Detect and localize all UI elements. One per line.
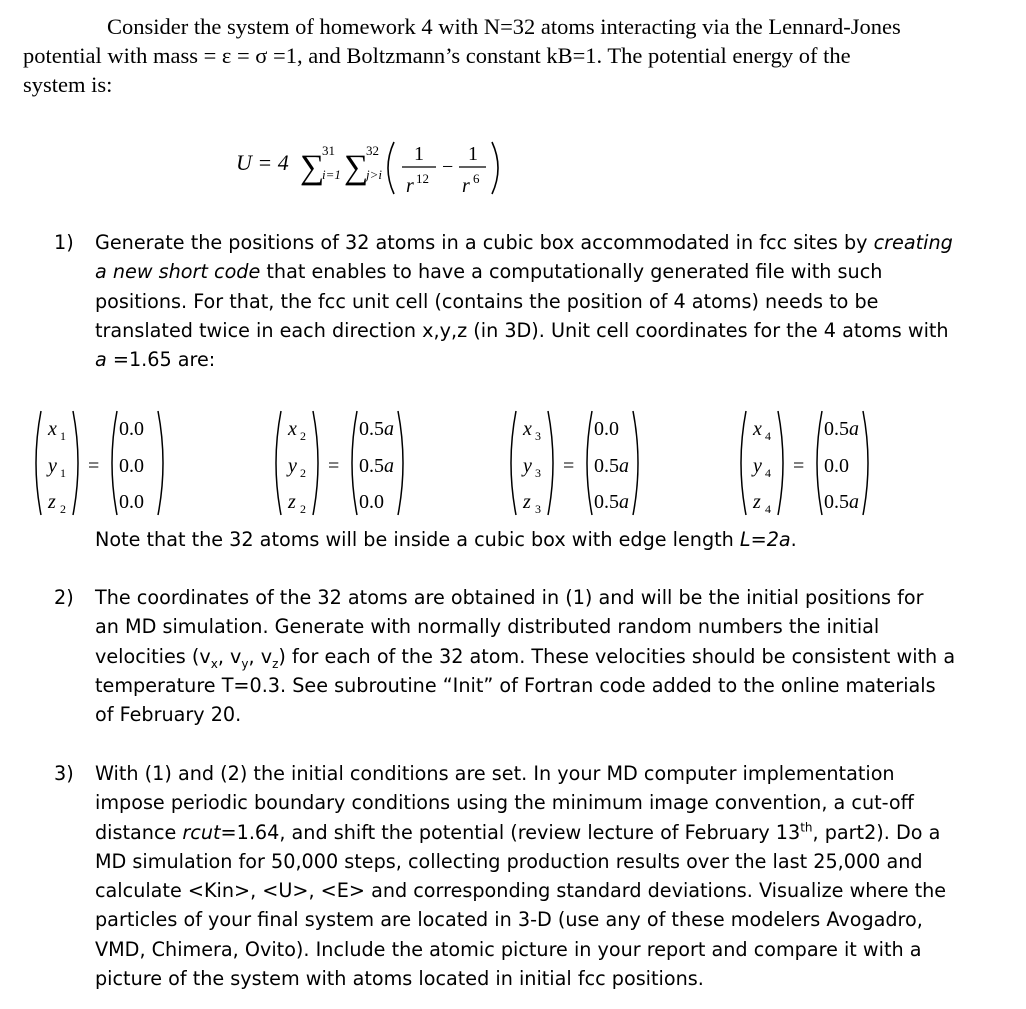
matrix-4-val-right-paren: [863, 411, 868, 515]
right-paren: [492, 142, 498, 194]
matrix-4-val-3: 0.5a: [824, 491, 859, 513]
eq-lhs: U = 4: [236, 150, 289, 175]
frac1-exponent: 12: [416, 171, 429, 186]
matrix-1-val-right-paren: [158, 411, 163, 515]
left-paren: [388, 142, 394, 194]
item-2-line-5: of February 20.: [95, 703, 242, 727]
matrix-4-val-1: 0.5a: [824, 418, 859, 440]
matrix-4-var-2: y: [753, 455, 762, 477]
matrix-3-val-2: 0.5a: [594, 455, 629, 477]
matrix-4-val-left-paren: [817, 411, 822, 515]
matrix-3-equals: =: [563, 455, 575, 477]
matrix-3-sub-3: 3: [535, 502, 541, 516]
item-1-line-3: positions. For that, the fcc unit cell (contains the position of 4 atoms) needs to be: [95, 289, 879, 313]
item-3-number: 3): [54, 762, 74, 785]
sum1-upper: 31: [322, 143, 335, 158]
matrix-4-sub-2: 4: [765, 466, 771, 480]
frac1-numerator: 1: [414, 143, 424, 165]
frac2-numerator: 1: [468, 143, 478, 165]
matrix-1-var-2: y: [48, 455, 57, 477]
item-3-line-1: With (1) and (2) the initial conditions are set. In your MD computer implementation: [95, 762, 895, 785]
matrix-2-val-1: 0.5a: [359, 418, 394, 440]
matrix-1-val-1: 0.0: [119, 418, 144, 440]
item-2-number: 2): [54, 586, 74, 609]
intro-line-1: Consider the system of homework 4 with N=32 atoms interacting via the Lennard-Jones: [107, 14, 901, 39]
matrix-3-val-1: 0.0: [594, 418, 619, 440]
matrix-4-var-right-paren: [778, 411, 783, 515]
matrix-4-var-3: z: [753, 491, 761, 513]
matrix-3-val-left-paren: [587, 411, 592, 515]
matrix-1-sub-1: 1: [60, 429, 66, 443]
matrix-1-var-left-paren: [36, 411, 41, 515]
matrix-1-var-right-paren: [73, 411, 78, 515]
matrix-3-var-1: x: [523, 418, 532, 440]
matrix-3-sub-1: 3: [535, 429, 541, 443]
matrix-2-val-2: 0.5a: [359, 455, 394, 477]
item-2-line-3: velocities ($v_x$, $v_y$, $v_z$) for each of the 32 atom. These velocities should be consistent with a: [95, 644, 956, 671]
matrix-1-val-left-paren: [112, 411, 117, 515]
sum2-upper: 32: [366, 143, 379, 158]
item-3-line-5: calculate <Kin>, <U>, <E> and corresponding standard deviations. Visualize where the: [95, 879, 947, 903]
sum-sign-1: ∑: [300, 149, 325, 186]
matrix-1-val-3: 0.0: [119, 491, 144, 513]
matrix-3-var-right-paren: [548, 411, 553, 515]
matrix-2-val-left-paren: [352, 411, 357, 515]
matrix-2-var-1: x: [288, 418, 297, 440]
item-3-line-2: impose periodic boundary conditions using the minimum image convention, a cut-off: [95, 791, 914, 815]
matrix-2-var-3: z: [288, 491, 296, 513]
matrix-2-equals: =: [328, 455, 340, 477]
item-3-line-3: distance rcut=1.64, and shift the potential (review lecture of February 13th, part2). Do a: [95, 820, 941, 844]
matrix-1-var-3: z: [48, 491, 56, 513]
matrix-3-var-left-paren: [511, 411, 516, 515]
matrix-1-val-2: 0.0: [119, 455, 144, 477]
item-3-line-4: MD simulation for 50,000 steps, collecting production results over the last 25,000 and: [95, 849, 923, 873]
matrix-1-equals: =: [88, 455, 100, 477]
item-1-line-4: translated twice in each direction x,y,z (in 3D). Unit cell coordinates for the 4 atoms with: [95, 318, 949, 342]
matrix-3-var-2: y: [523, 455, 532, 477]
matrix-1-var-1: x: [48, 418, 57, 440]
intro-line-3: system is:: [23, 72, 113, 97]
matrix-3-sub-2: 3: [535, 466, 541, 480]
item-2-line-1: The coordinates of the 32 atoms are obtained in (1) and will be the initial positions for: [95, 586, 924, 609]
box-note: Note that the 32 atoms will be inside a cubic box with edge length L=2a.: [95, 528, 797, 551]
matrix-2-sub-3: 2: [300, 502, 306, 516]
sum1-lower: i=1: [322, 167, 341, 182]
item-2: [54, 583, 975, 729]
matrix-2-sub-1: 2: [300, 429, 306, 443]
frac2-denominator: r: [462, 175, 470, 197]
matrix-2-var-left-paren: [276, 411, 281, 515]
item-1: [54, 228, 975, 374]
matrix-4-equals: =: [793, 455, 805, 477]
unit-cell-coordinates: [30, 405, 890, 520]
matrix-2-var-2: y: [288, 455, 297, 477]
frac2-exponent: 6: [473, 171, 480, 186]
item-1-number: 1): [54, 231, 74, 254]
matrix-4-val-2: 0.0: [824, 455, 849, 477]
item-3-line-8: picture of the system with atoms located in initial fcc positions.: [95, 967, 704, 991]
item-1-line-2: a new short code that enables to have a computationally generated file with such: [95, 260, 883, 284]
matrix-4-var-1: x: [753, 418, 762, 440]
matrix-1-sub-3: 2: [60, 502, 66, 516]
matrix-2-val-3: 0.0: [359, 491, 384, 513]
matrix-2-sub-2: 2: [300, 466, 306, 480]
matrix-4-var-left-paren: [741, 411, 746, 515]
matrix-4-sub-1: 4: [765, 429, 771, 443]
item-3-line-6: particles of your final system are located in 3-D (use any of these modelers Avogadro,: [95, 908, 923, 932]
item-1-line-5: a =1.65 are:: [95, 348, 216, 372]
matrix-3-var-3: z: [523, 491, 531, 513]
matrix-4-sub-3: 4: [765, 502, 771, 516]
item-3: [54, 759, 975, 993]
minus-sign: −: [442, 156, 454, 178]
item-3-line-7: VMD, Chimera, Ovito). Include the atomic picture in your report and compare it with a: [95, 937, 922, 961]
sum-sign-2: ∑: [344, 149, 369, 186]
matrix-1-sub-2: 1: [60, 466, 66, 480]
matrix-2-val-right-paren: [398, 411, 403, 515]
matrix-2-var-right-paren: [313, 411, 318, 515]
matrix-3-val-3: 0.5a: [594, 491, 629, 513]
intro-line-2: potential with mass = ε = σ =1, and Boltzmann’s constant kB=1. The potential energy of the: [23, 43, 851, 68]
item-1-line-1: Generate the positions of 32 atoms in a cubic box accommodated in fcc sites by creating: [95, 231, 953, 254]
matrix-3-val-right-paren: [633, 411, 638, 515]
intro-paragraph: [23, 12, 1008, 99]
potential-energy-equation: [236, 132, 536, 202]
item-2-line-2: an MD simulation. Generate with normally distributed random numbers the initial: [95, 615, 880, 639]
item-2-line-4: temperature T=0.3. See subroutine “Init” of Fortran code added to the online materials: [95, 673, 936, 697]
frac1-denominator: r: [406, 175, 414, 197]
sum2-lower: j>i: [366, 167, 382, 182]
